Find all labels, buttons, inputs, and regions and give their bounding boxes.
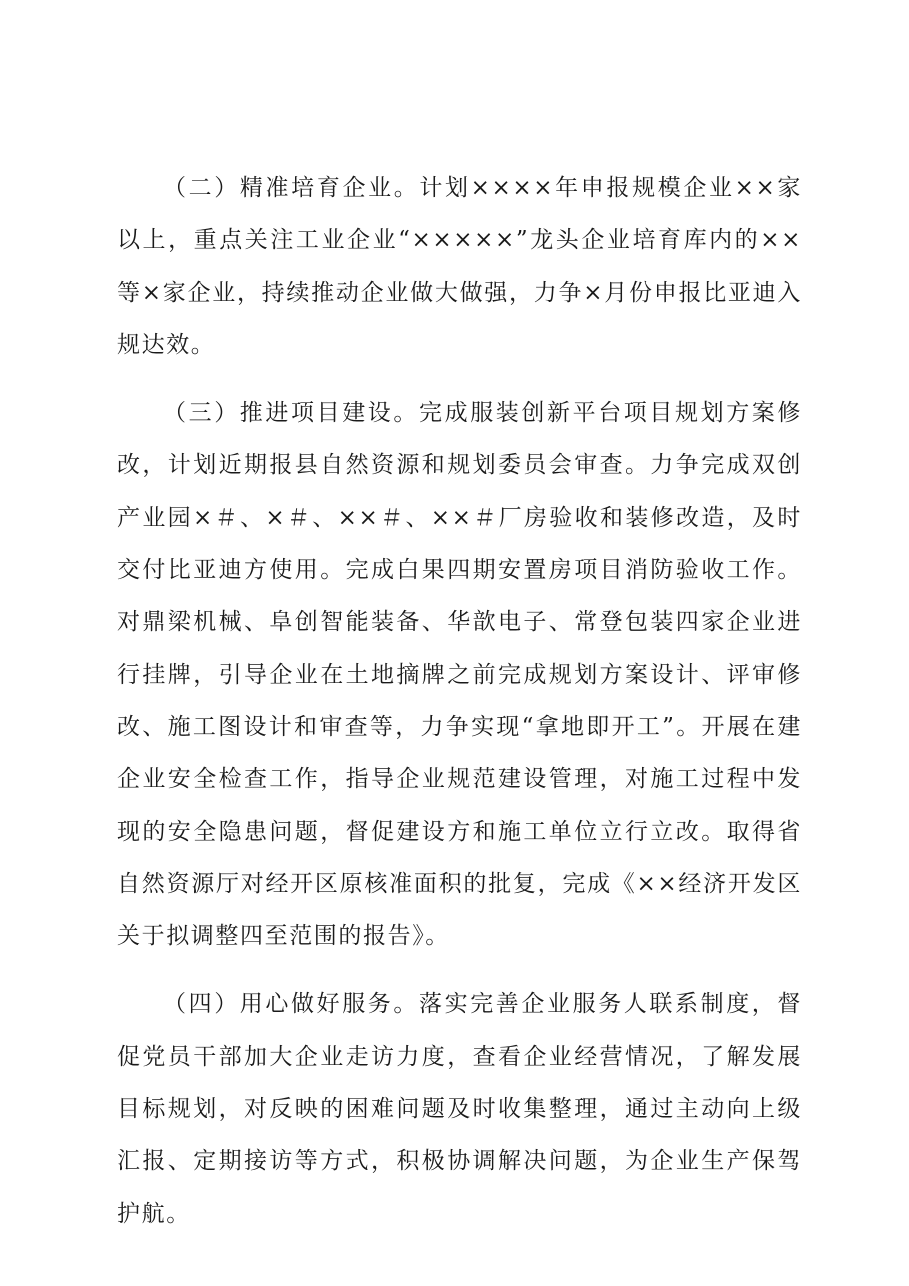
- paragraph-services: （四）用心做好服务。落实完善企业服务人联系制度，督促党员干部加大企业走访力度，查看企业经营情况，了解发展目标规划，对反映的困难问题及时收集整理，通过主动向上级汇报、定期接访等方式，积极协调解决问题，为企业生产保驾护航。: [117, 991, 802, 1227]
- paragraph-cultivate-enterprises: （二）精准培育企业。计划××××年申报规模企业××家以上，重点关注工业企业“×××××”龙头企业培育库内的××等×家企业，持续推动企业做大做强，力争×月份申报比亚迪入规达效。: [117, 175, 802, 358]
- document-body: [117, 162, 802, 1256]
- paragraph-project-construction: （三）推进项目建设。完成服装创新平台项目规划方案修改，计划近期报县自然资源和规划委员会审查。力争完成双创产业园×＃、×＃、××＃、××＃厂房验收和装修改造，及时交付比亚迪方使用。完成白果四期安置房项目消防验收工作。对鼎梁机械、阜创智能装备、华歆电子、常登包装四家企业进行挂牌，引导企业在土地摘牌之前完成规划方案设计、评审修改、施工图设计和审查等，力争实现“拿地即开工”。开展在建企业安全检查工作，指导企业规范建设管理，对施工过程中发现的安全隐患问题，督促建设方和施工单位立行立改。取得省自然资源厅对经开区原核准面积的批复，完成《××经济开发区关于拟调整四至范围的报告》。: [117, 400, 802, 950]
